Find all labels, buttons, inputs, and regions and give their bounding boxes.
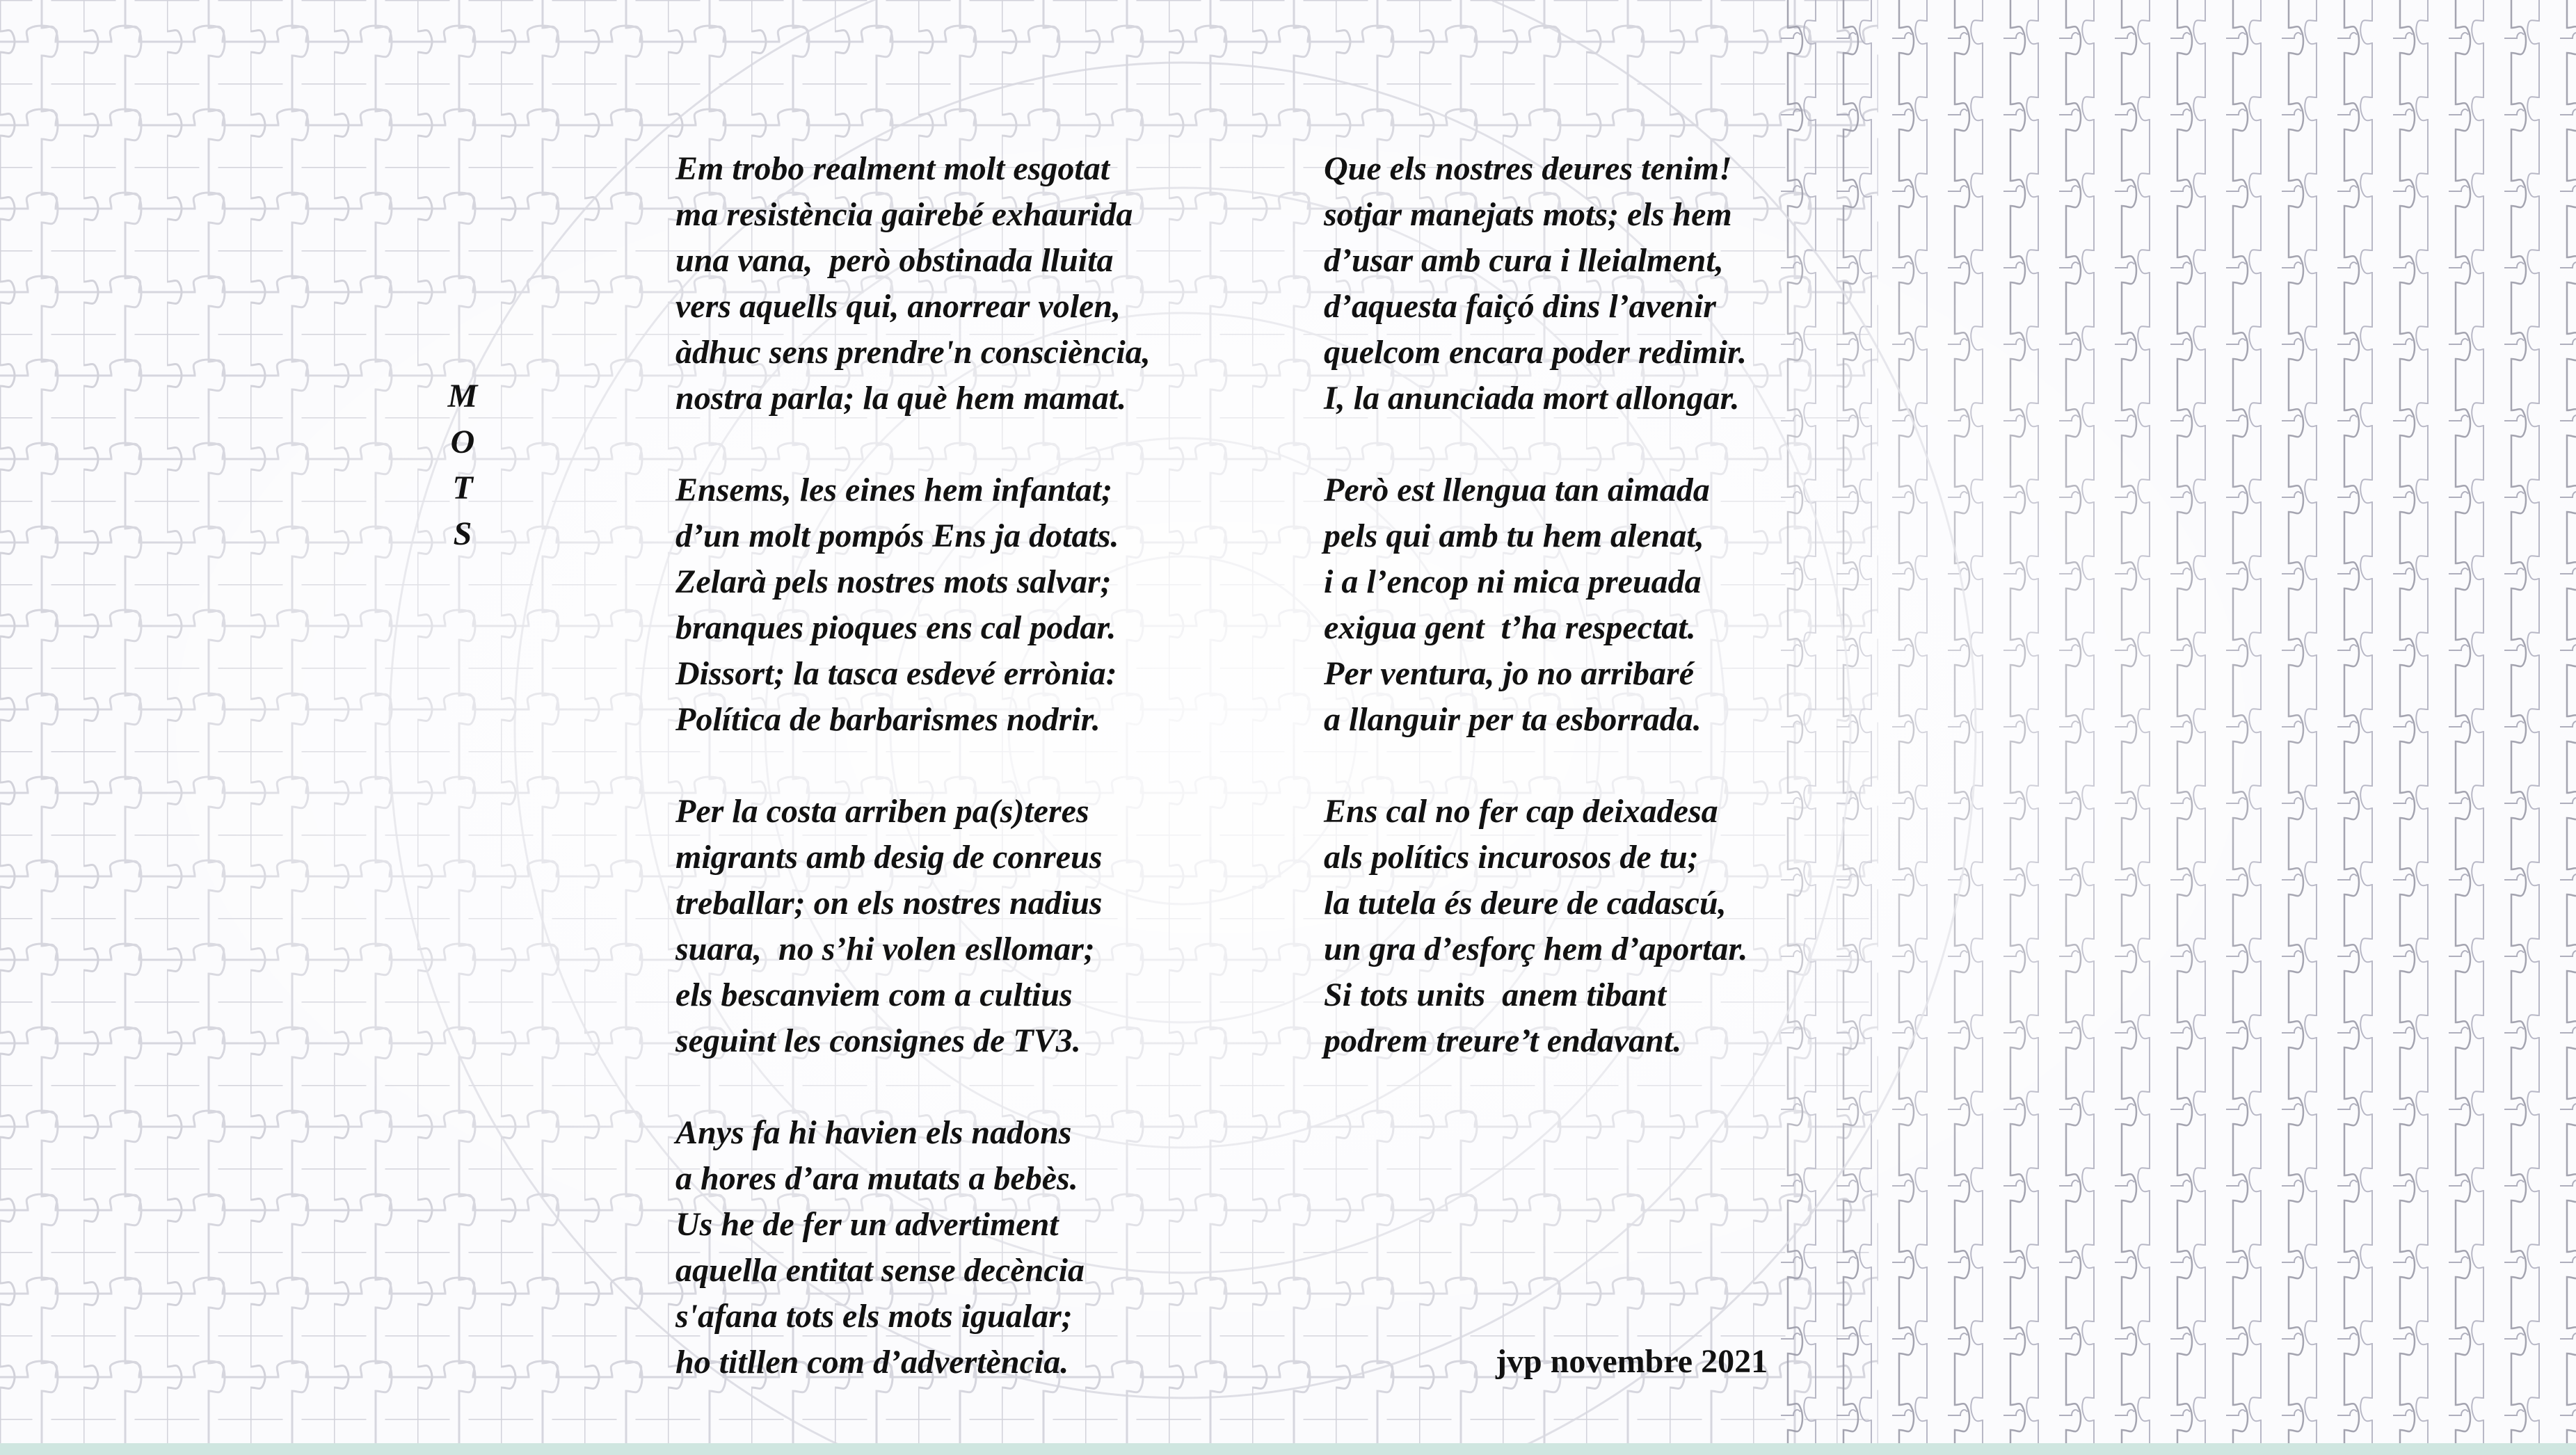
stanza [1324,146,1747,421]
poem-line: Que els nostres deures tenim! [1324,150,1732,187]
poem-line: aquella entitat sense decència [675,1252,1085,1289]
poem-title-vertical [445,373,480,557]
stanza [1324,789,1747,1064]
poem-line: ma resistència gairebé exhaurida [675,196,1133,233]
stanza [675,789,1151,1064]
poem-line: Per ventura, jo no arribaré [1324,655,1695,692]
poem-line: nostra parla; la què hem mamat. [675,380,1127,417]
stanza [1324,467,1747,743]
poem-line: vers aquells qui, anorrear volen, [675,288,1121,325]
poem-line: als polítics incurosos de tu; [1324,839,1699,876]
poem-line: d’usar amb cura i lleialment, [1324,242,1724,279]
title-letter: O [450,424,475,460]
poem-line: Us he de fer un advertiment [675,1206,1059,1243]
poem-line: seguint les consignes de TV3. [675,1022,1081,1059]
title-letter: S [453,515,472,552]
poem-line: suara, no s’hi volen esllomar; [675,931,1095,967]
poem-line: la tutela és deure de cadascú, [1324,885,1727,922]
bottom-edge-strip [0,1443,2576,1455]
poem-line: Zelarà pels nostres mots salvar; [675,563,1112,600]
title-letter: T [452,469,473,506]
poem-line: Dissort; la tasca esdevé errònia: [675,655,1117,692]
title-letter: M [447,378,478,415]
author-signature: jvp novembre 2021 [1496,1343,1768,1380]
poem-line: Ens cal no fer cap deixadesa [1324,793,1718,830]
poem-line: podrem treure’t endavant. [1324,1022,1682,1059]
poem-line: exigua gent t’ha respectat. [1324,609,1696,646]
poem-column-right [1324,146,1747,1110]
poem-line: treballar; on els nostres nadius [675,885,1103,922]
poem-line: àdhuc sens prendre'n consciència, [675,334,1151,371]
poem-line: Em trobo realment molt esgotat [675,150,1110,187]
poem-line: una vana, però obstinada lluita [675,242,1114,279]
stanza [675,1110,1151,1385]
poem-line: Si tots units anem tibant [1324,976,1667,1013]
poem-line: quelcom encara poder redimir. [1324,334,1747,371]
poem-line: I, la anunciada mort allongar. [1324,380,1740,417]
poem-column-left [675,146,1151,1431]
stanza [675,467,1151,743]
poem-line: d’un molt pompós Ens ja dotats. [675,517,1119,554]
poem-line: ho titllen com d’advertència. [675,1344,1069,1381]
poem-line: Anys fa hi havien els nadons [675,1114,1072,1151]
poem-line: d’aquesta faiçó dins l’avenir [1324,288,1716,325]
poem-line: s'afana tots els mots igualar; [675,1298,1073,1335]
poem-line: un gra d’esforç hem d’aportar. [1324,931,1748,967]
poem-line: Política de barbarismes nodrir. [675,701,1101,738]
poem-line: pels qui amb tu hem alenat, [1324,517,1704,554]
stanza [675,146,1151,421]
poem-line: els bescanviem com a cultius [675,976,1073,1013]
poem-line: a llanguir per ta esborrada. [1324,701,1702,738]
poem-line: branques pioques ens cal podar. [675,609,1117,646]
poem-line: Per la costa arriben pa(s)teres [675,793,1089,830]
poem-line: Ensems, les eines hem infantat; [675,472,1113,508]
poem-line: sotjar manejats mots; els hem [1324,196,1732,233]
poem-line: i a l’encop ni mica preuada [1324,563,1702,600]
poem-line: a hores d’ara mutats a bebès. [675,1160,1078,1197]
poem-line: Però est llengua tan aimada [1324,472,1710,508]
poem-line: migrants amb desig de conreus [675,839,1103,876]
